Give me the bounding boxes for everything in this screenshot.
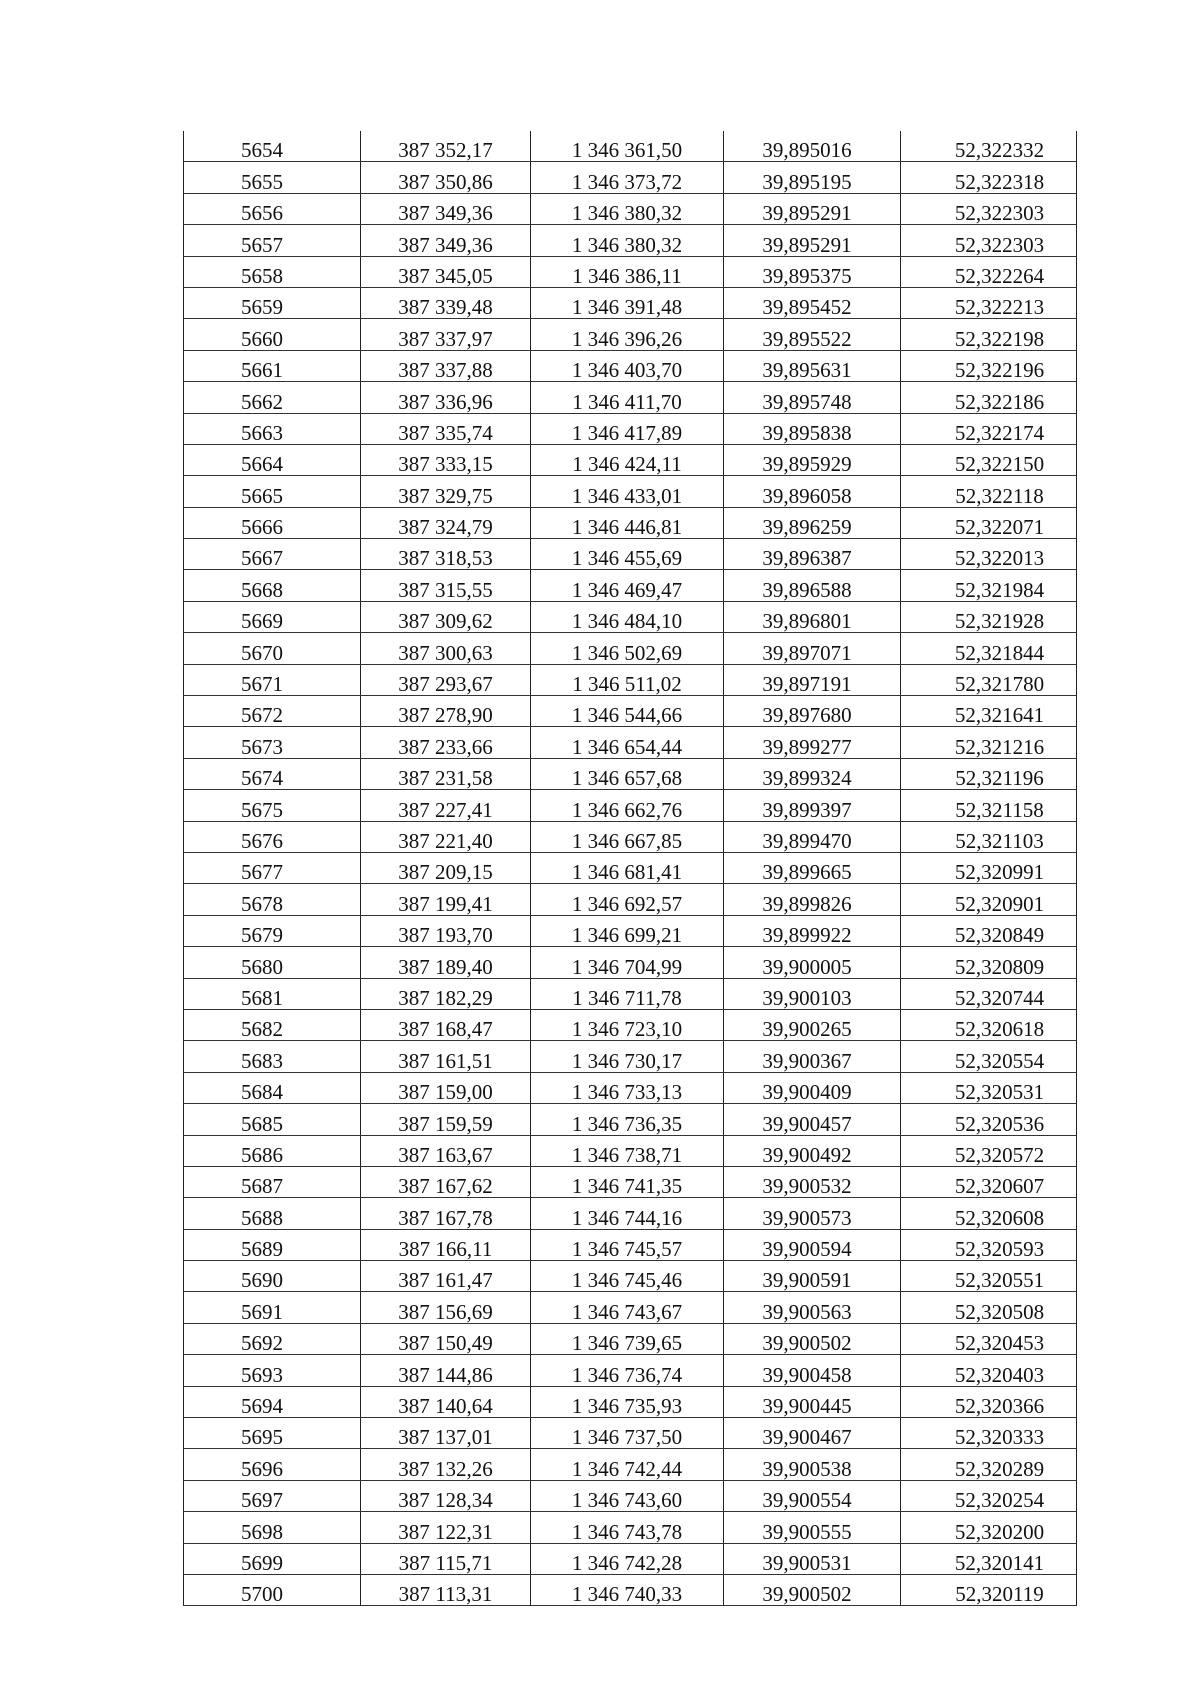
cell-y-coordinate: 1 346 417,89 bbox=[531, 413, 724, 444]
cell-x-coordinate: 387 278,90 bbox=[361, 696, 531, 727]
table-row bbox=[184, 1009, 1077, 1040]
cell-latitude: 52,322013 bbox=[901, 539, 1077, 570]
cell-longitude: 39,895748 bbox=[724, 382, 901, 413]
cell-latitude: 52,321928 bbox=[901, 601, 1077, 632]
cell-point-number: 5679 bbox=[184, 915, 361, 946]
table-row bbox=[184, 444, 1077, 475]
cell-latitude: 52,321158 bbox=[901, 790, 1077, 821]
table-row bbox=[184, 1261, 1077, 1292]
cell-point-number: 5668 bbox=[184, 570, 361, 601]
cell-longitude: 39,900005 bbox=[724, 947, 901, 978]
cell-y-coordinate: 1 346 704,99 bbox=[531, 947, 724, 978]
cell-point-number: 5657 bbox=[184, 225, 361, 256]
table-row bbox=[184, 1386, 1077, 1417]
table-row bbox=[184, 1574, 1077, 1605]
cell-latitude: 52,320849 bbox=[901, 915, 1077, 946]
cell-latitude: 52,320289 bbox=[901, 1449, 1077, 1480]
cell-point-number: 5697 bbox=[184, 1480, 361, 1511]
cell-latitude: 52,321103 bbox=[901, 821, 1077, 852]
cell-y-coordinate: 1 346 484,10 bbox=[531, 601, 724, 632]
cell-point-number: 5693 bbox=[184, 1355, 361, 1386]
cell-longitude: 39,895631 bbox=[724, 350, 901, 381]
cell-point-number: 5659 bbox=[184, 287, 361, 318]
cell-y-coordinate: 1 346 361,50 bbox=[531, 131, 724, 162]
cell-point-number: 5699 bbox=[184, 1543, 361, 1574]
cell-point-number: 5670 bbox=[184, 633, 361, 664]
cell-y-coordinate: 1 346 730,17 bbox=[531, 1041, 724, 1072]
cell-x-coordinate: 387 324,79 bbox=[361, 507, 531, 538]
cell-point-number: 5691 bbox=[184, 1292, 361, 1323]
cell-y-coordinate: 1 346 654,44 bbox=[531, 727, 724, 758]
cell-latitude: 52,322303 bbox=[901, 225, 1077, 256]
cell-point-number: 5685 bbox=[184, 1104, 361, 1135]
cell-point-number: 5696 bbox=[184, 1449, 361, 1480]
cell-x-coordinate: 387 144,86 bbox=[361, 1355, 531, 1386]
table-row bbox=[184, 727, 1077, 758]
cell-x-coordinate: 387 137,01 bbox=[361, 1418, 531, 1449]
cell-latitude: 52,322303 bbox=[901, 193, 1077, 224]
cell-longitude: 39,896588 bbox=[724, 570, 901, 601]
cell-longitude: 39,900502 bbox=[724, 1574, 901, 1605]
cell-x-coordinate: 387 337,88 bbox=[361, 350, 531, 381]
cell-x-coordinate: 387 132,26 bbox=[361, 1449, 531, 1480]
cell-y-coordinate: 1 346 711,78 bbox=[531, 978, 724, 1009]
table-row bbox=[184, 915, 1077, 946]
cell-point-number: 5664 bbox=[184, 444, 361, 475]
table-row bbox=[184, 1292, 1077, 1323]
cell-longitude: 39,895195 bbox=[724, 162, 901, 193]
cell-latitude: 52,320991 bbox=[901, 852, 1077, 883]
cell-latitude: 52,321196 bbox=[901, 758, 1077, 789]
cell-y-coordinate: 1 346 737,50 bbox=[531, 1418, 724, 1449]
cell-latitude: 52,322186 bbox=[901, 382, 1077, 413]
cell-longitude: 39,899922 bbox=[724, 915, 901, 946]
cell-longitude: 39,900445 bbox=[724, 1386, 901, 1417]
table-row bbox=[184, 884, 1077, 915]
table-row bbox=[184, 1166, 1077, 1197]
table-row bbox=[184, 1135, 1077, 1166]
cell-y-coordinate: 1 346 380,32 bbox=[531, 193, 724, 224]
cell-x-coordinate: 387 113,31 bbox=[361, 1574, 531, 1605]
cell-x-coordinate: 387 336,96 bbox=[361, 382, 531, 413]
cell-latitude: 52,321216 bbox=[901, 727, 1077, 758]
cell-latitude: 52,322118 bbox=[901, 476, 1077, 507]
cell-point-number: 5656 bbox=[184, 193, 361, 224]
cell-latitude: 52,320572 bbox=[901, 1135, 1077, 1166]
cell-x-coordinate: 387 209,15 bbox=[361, 852, 531, 883]
cell-x-coordinate: 387 233,66 bbox=[361, 727, 531, 758]
cell-x-coordinate: 387 182,29 bbox=[361, 978, 531, 1009]
cell-point-number: 5682 bbox=[184, 1009, 361, 1040]
cell-y-coordinate: 1 346 455,69 bbox=[531, 539, 724, 570]
table-row bbox=[184, 413, 1077, 444]
cell-point-number: 5676 bbox=[184, 821, 361, 852]
cell-x-coordinate: 387 345,05 bbox=[361, 256, 531, 287]
cell-latitude: 52,322318 bbox=[901, 162, 1077, 193]
cell-latitude: 52,320809 bbox=[901, 947, 1077, 978]
cell-y-coordinate: 1 346 743,78 bbox=[531, 1512, 724, 1543]
table-row bbox=[184, 1072, 1077, 1103]
cell-x-coordinate: 387 333,15 bbox=[361, 444, 531, 475]
cell-latitude: 52,320531 bbox=[901, 1072, 1077, 1103]
cell-latitude: 52,320607 bbox=[901, 1166, 1077, 1197]
cell-longitude: 39,895291 bbox=[724, 225, 901, 256]
coordinates-table-body bbox=[184, 131, 1077, 1606]
table-row bbox=[184, 319, 1077, 350]
cell-point-number: 5678 bbox=[184, 884, 361, 915]
cell-y-coordinate: 1 346 699,21 bbox=[531, 915, 724, 946]
cell-y-coordinate: 1 346 740,33 bbox=[531, 1574, 724, 1605]
table-row bbox=[184, 1512, 1077, 1543]
cell-latitude: 52,320333 bbox=[901, 1418, 1077, 1449]
cell-y-coordinate: 1 346 723,10 bbox=[531, 1009, 724, 1040]
cell-point-number: 5663 bbox=[184, 413, 361, 444]
cell-longitude: 39,895016 bbox=[724, 131, 901, 162]
cell-y-coordinate: 1 346 743,60 bbox=[531, 1480, 724, 1511]
cell-y-coordinate: 1 346 745,46 bbox=[531, 1261, 724, 1292]
table-row bbox=[184, 664, 1077, 695]
cell-y-coordinate: 1 346 391,48 bbox=[531, 287, 724, 318]
cell-y-coordinate: 1 346 657,68 bbox=[531, 758, 724, 789]
cell-latitude: 52,320508 bbox=[901, 1292, 1077, 1323]
table-row bbox=[184, 1198, 1077, 1229]
cell-x-coordinate: 387 227,41 bbox=[361, 790, 531, 821]
cell-latitude: 52,320254 bbox=[901, 1480, 1077, 1511]
cell-longitude: 39,900367 bbox=[724, 1041, 901, 1072]
cell-latitude: 52,322264 bbox=[901, 256, 1077, 287]
cell-x-coordinate: 387 122,31 bbox=[361, 1512, 531, 1543]
cell-x-coordinate: 387 166,11 bbox=[361, 1229, 531, 1260]
cell-latitude: 52,320744 bbox=[901, 978, 1077, 1009]
cell-y-coordinate: 1 346 469,47 bbox=[531, 570, 724, 601]
table-row bbox=[184, 1041, 1077, 1072]
cell-y-coordinate: 1 346 692,57 bbox=[531, 884, 724, 915]
cell-latitude: 52,322213 bbox=[901, 287, 1077, 318]
cell-longitude: 39,897191 bbox=[724, 664, 901, 695]
cell-y-coordinate: 1 346 735,93 bbox=[531, 1386, 724, 1417]
table-row bbox=[184, 790, 1077, 821]
cell-y-coordinate: 1 346 511,02 bbox=[531, 664, 724, 695]
cell-y-coordinate: 1 346 741,35 bbox=[531, 1166, 724, 1197]
cell-latitude: 52,320618 bbox=[901, 1009, 1077, 1040]
cell-x-coordinate: 387 167,62 bbox=[361, 1166, 531, 1197]
cell-x-coordinate: 387 159,59 bbox=[361, 1104, 531, 1135]
cell-latitude: 52,320119 bbox=[901, 1574, 1077, 1605]
cell-longitude: 39,900594 bbox=[724, 1229, 901, 1260]
table-row bbox=[184, 758, 1077, 789]
cell-x-coordinate: 387 167,78 bbox=[361, 1198, 531, 1229]
cell-x-coordinate: 387 350,86 bbox=[361, 162, 531, 193]
cell-latitude: 52,322150 bbox=[901, 444, 1077, 475]
table-row bbox=[184, 978, 1077, 1009]
cell-longitude: 39,900265 bbox=[724, 1009, 901, 1040]
cell-latitude: 52,320200 bbox=[901, 1512, 1077, 1543]
cell-y-coordinate: 1 346 739,65 bbox=[531, 1323, 724, 1354]
cell-x-coordinate: 387 339,48 bbox=[361, 287, 531, 318]
table-row bbox=[184, 1355, 1077, 1386]
cell-y-coordinate: 1 346 744,16 bbox=[531, 1198, 724, 1229]
table-row bbox=[184, 821, 1077, 852]
table-row bbox=[184, 1418, 1077, 1449]
cell-y-coordinate: 1 346 736,74 bbox=[531, 1355, 724, 1386]
table-row bbox=[184, 350, 1077, 381]
cell-y-coordinate: 1 346 396,26 bbox=[531, 319, 724, 350]
cell-longitude: 39,900458 bbox=[724, 1355, 901, 1386]
cell-point-number: 5665 bbox=[184, 476, 361, 507]
cell-latitude: 52,322332 bbox=[901, 131, 1077, 162]
cell-latitude: 52,321844 bbox=[901, 633, 1077, 664]
table-row bbox=[184, 570, 1077, 601]
cell-longitude: 39,895929 bbox=[724, 444, 901, 475]
table-row bbox=[184, 539, 1077, 570]
cell-longitude: 39,899470 bbox=[724, 821, 901, 852]
cell-y-coordinate: 1 346 380,32 bbox=[531, 225, 724, 256]
cell-latitude: 52,322196 bbox=[901, 350, 1077, 381]
cell-point-number: 5688 bbox=[184, 1198, 361, 1229]
table-row bbox=[184, 162, 1077, 193]
cell-y-coordinate: 1 346 433,01 bbox=[531, 476, 724, 507]
cell-y-coordinate: 1 346 424,11 bbox=[531, 444, 724, 475]
cell-latitude: 52,322174 bbox=[901, 413, 1077, 444]
cell-x-coordinate: 387 231,58 bbox=[361, 758, 531, 789]
table-row bbox=[184, 1229, 1077, 1260]
cell-y-coordinate: 1 346 733,13 bbox=[531, 1072, 724, 1103]
cell-y-coordinate: 1 346 502,69 bbox=[531, 633, 724, 664]
cell-point-number: 5700 bbox=[184, 1574, 361, 1605]
cell-x-coordinate: 387 337,97 bbox=[361, 319, 531, 350]
cell-point-number: 5662 bbox=[184, 382, 361, 413]
table-row bbox=[184, 507, 1077, 538]
cell-longitude: 39,899324 bbox=[724, 758, 901, 789]
cell-y-coordinate: 1 346 386,11 bbox=[531, 256, 724, 287]
cell-x-coordinate: 387 189,40 bbox=[361, 947, 531, 978]
cell-longitude: 39,900555 bbox=[724, 1512, 901, 1543]
cell-point-number: 5677 bbox=[184, 852, 361, 883]
cell-y-coordinate: 1 346 738,71 bbox=[531, 1135, 724, 1166]
cell-x-coordinate: 387 156,69 bbox=[361, 1292, 531, 1323]
cell-longitude: 39,895838 bbox=[724, 413, 901, 444]
cell-point-number: 5689 bbox=[184, 1229, 361, 1260]
cell-y-coordinate: 1 346 544,66 bbox=[531, 696, 724, 727]
cell-x-coordinate: 387 318,53 bbox=[361, 539, 531, 570]
cell-y-coordinate: 1 346 736,35 bbox=[531, 1104, 724, 1135]
cell-y-coordinate: 1 346 745,57 bbox=[531, 1229, 724, 1260]
cell-y-coordinate: 1 346 667,85 bbox=[531, 821, 724, 852]
cell-x-coordinate: 387 315,55 bbox=[361, 570, 531, 601]
cell-point-number: 5694 bbox=[184, 1386, 361, 1417]
cell-latitude: 52,322198 bbox=[901, 319, 1077, 350]
cell-point-number: 5667 bbox=[184, 539, 361, 570]
cell-point-number: 5675 bbox=[184, 790, 361, 821]
table-row bbox=[184, 633, 1077, 664]
cell-longitude: 39,896387 bbox=[724, 539, 901, 570]
cell-longitude: 39,899397 bbox=[724, 790, 901, 821]
cell-point-number: 5681 bbox=[184, 978, 361, 1009]
cell-longitude: 39,899665 bbox=[724, 852, 901, 883]
cell-x-coordinate: 387 329,75 bbox=[361, 476, 531, 507]
cell-latitude: 52,321780 bbox=[901, 664, 1077, 695]
cell-longitude: 39,895375 bbox=[724, 256, 901, 287]
cell-point-number: 5683 bbox=[184, 1041, 361, 1072]
coordinates-table bbox=[183, 131, 1077, 1606]
cell-x-coordinate: 387 309,62 bbox=[361, 601, 531, 632]
cell-x-coordinate: 387 300,63 bbox=[361, 633, 531, 664]
table-row bbox=[184, 1480, 1077, 1511]
cell-longitude: 39,900563 bbox=[724, 1292, 901, 1323]
cell-x-coordinate: 387 293,67 bbox=[361, 664, 531, 695]
cell-longitude: 39,900409 bbox=[724, 1072, 901, 1103]
cell-longitude: 39,899277 bbox=[724, 727, 901, 758]
cell-longitude: 39,900531 bbox=[724, 1543, 901, 1574]
cell-longitude: 39,899826 bbox=[724, 884, 901, 915]
cell-latitude: 52,320403 bbox=[901, 1355, 1077, 1386]
cell-x-coordinate: 387 168,47 bbox=[361, 1009, 531, 1040]
cell-x-coordinate: 387 150,49 bbox=[361, 1323, 531, 1354]
cell-latitude: 52,321984 bbox=[901, 570, 1077, 601]
table-row bbox=[184, 1543, 1077, 1574]
cell-point-number: 5687 bbox=[184, 1166, 361, 1197]
table-row bbox=[184, 256, 1077, 287]
table-row bbox=[184, 1104, 1077, 1135]
cell-y-coordinate: 1 346 403,70 bbox=[531, 350, 724, 381]
table-row bbox=[184, 1323, 1077, 1354]
cell-longitude: 39,900502 bbox=[724, 1323, 901, 1354]
cell-longitude: 39,895291 bbox=[724, 193, 901, 224]
cell-x-coordinate: 387 335,74 bbox=[361, 413, 531, 444]
table-row bbox=[184, 287, 1077, 318]
cell-y-coordinate: 1 346 742,44 bbox=[531, 1449, 724, 1480]
cell-point-number: 5654 bbox=[184, 131, 361, 162]
cell-latitude: 52,320536 bbox=[901, 1104, 1077, 1135]
cell-point-number: 5674 bbox=[184, 758, 361, 789]
cell-y-coordinate: 1 346 411,70 bbox=[531, 382, 724, 413]
cell-x-coordinate: 387 163,67 bbox=[361, 1135, 531, 1166]
cell-y-coordinate: 1 346 373,72 bbox=[531, 162, 724, 193]
cell-longitude: 39,895452 bbox=[724, 287, 901, 318]
cell-longitude: 39,896058 bbox=[724, 476, 901, 507]
cell-latitude: 52,320554 bbox=[901, 1041, 1077, 1072]
cell-x-coordinate: 387 159,00 bbox=[361, 1072, 531, 1103]
table-row bbox=[184, 1449, 1077, 1480]
cell-y-coordinate: 1 346 743,67 bbox=[531, 1292, 724, 1323]
table-row bbox=[184, 601, 1077, 632]
cell-longitude: 39,900573 bbox=[724, 1198, 901, 1229]
cell-point-number: 5655 bbox=[184, 162, 361, 193]
table-row bbox=[184, 193, 1077, 224]
cell-latitude: 52,320551 bbox=[901, 1261, 1077, 1292]
cell-x-coordinate: 387 161,47 bbox=[361, 1261, 531, 1292]
cell-point-number: 5680 bbox=[184, 947, 361, 978]
table-row bbox=[184, 382, 1077, 413]
table-row bbox=[184, 225, 1077, 256]
cell-y-coordinate: 1 346 681,41 bbox=[531, 852, 724, 883]
cell-y-coordinate: 1 346 662,76 bbox=[531, 790, 724, 821]
cell-longitude: 39,900492 bbox=[724, 1135, 901, 1166]
cell-x-coordinate: 387 352,17 bbox=[361, 131, 531, 162]
cell-x-coordinate: 387 349,36 bbox=[361, 193, 531, 224]
cell-point-number: 5695 bbox=[184, 1418, 361, 1449]
cell-x-coordinate: 387 199,41 bbox=[361, 884, 531, 915]
cell-y-coordinate: 1 346 742,28 bbox=[531, 1543, 724, 1574]
cell-x-coordinate: 387 221,40 bbox=[361, 821, 531, 852]
table-row bbox=[184, 696, 1077, 727]
cell-latitude: 52,320608 bbox=[901, 1198, 1077, 1229]
cell-longitude: 39,900103 bbox=[724, 978, 901, 1009]
cell-latitude: 52,322071 bbox=[901, 507, 1077, 538]
cell-latitude: 52,321641 bbox=[901, 696, 1077, 727]
cell-latitude: 52,320593 bbox=[901, 1229, 1077, 1260]
cell-point-number: 5698 bbox=[184, 1512, 361, 1543]
cell-longitude: 39,897071 bbox=[724, 633, 901, 664]
cell-latitude: 52,320366 bbox=[901, 1386, 1077, 1417]
cell-x-coordinate: 387 140,64 bbox=[361, 1386, 531, 1417]
cell-latitude: 52,320453 bbox=[901, 1323, 1077, 1354]
cell-longitude: 39,896801 bbox=[724, 601, 901, 632]
cell-latitude: 52,320141 bbox=[901, 1543, 1077, 1574]
cell-longitude: 39,895522 bbox=[724, 319, 901, 350]
cell-point-number: 5686 bbox=[184, 1135, 361, 1166]
table-row bbox=[184, 131, 1077, 162]
table-row bbox=[184, 947, 1077, 978]
cell-x-coordinate: 387 115,71 bbox=[361, 1543, 531, 1574]
cell-longitude: 39,900591 bbox=[724, 1261, 901, 1292]
cell-point-number: 5673 bbox=[184, 727, 361, 758]
cell-latitude: 52,320901 bbox=[901, 884, 1077, 915]
cell-longitude: 39,900532 bbox=[724, 1166, 901, 1197]
cell-longitude: 39,900457 bbox=[724, 1104, 901, 1135]
cell-point-number: 5660 bbox=[184, 319, 361, 350]
cell-point-number: 5684 bbox=[184, 1072, 361, 1103]
cell-longitude: 39,900554 bbox=[724, 1480, 901, 1511]
cell-y-coordinate: 1 346 446,81 bbox=[531, 507, 724, 538]
cell-point-number: 5669 bbox=[184, 601, 361, 632]
cell-x-coordinate: 387 128,34 bbox=[361, 1480, 531, 1511]
table-row bbox=[184, 476, 1077, 507]
cell-point-number: 5671 bbox=[184, 664, 361, 695]
cell-longitude: 39,900538 bbox=[724, 1449, 901, 1480]
cell-longitude: 39,897680 bbox=[724, 696, 901, 727]
cell-longitude: 39,896259 bbox=[724, 507, 901, 538]
cell-x-coordinate: 387 161,51 bbox=[361, 1041, 531, 1072]
cell-point-number: 5690 bbox=[184, 1261, 361, 1292]
table-row bbox=[184, 852, 1077, 883]
cell-point-number: 5666 bbox=[184, 507, 361, 538]
cell-point-number: 5661 bbox=[184, 350, 361, 381]
cell-x-coordinate: 387 349,36 bbox=[361, 225, 531, 256]
cell-point-number: 5658 bbox=[184, 256, 361, 287]
cell-point-number: 5672 bbox=[184, 696, 361, 727]
cell-point-number: 5692 bbox=[184, 1323, 361, 1354]
cell-longitude: 39,900467 bbox=[724, 1418, 901, 1449]
cell-x-coordinate: 387 193,70 bbox=[361, 915, 531, 946]
